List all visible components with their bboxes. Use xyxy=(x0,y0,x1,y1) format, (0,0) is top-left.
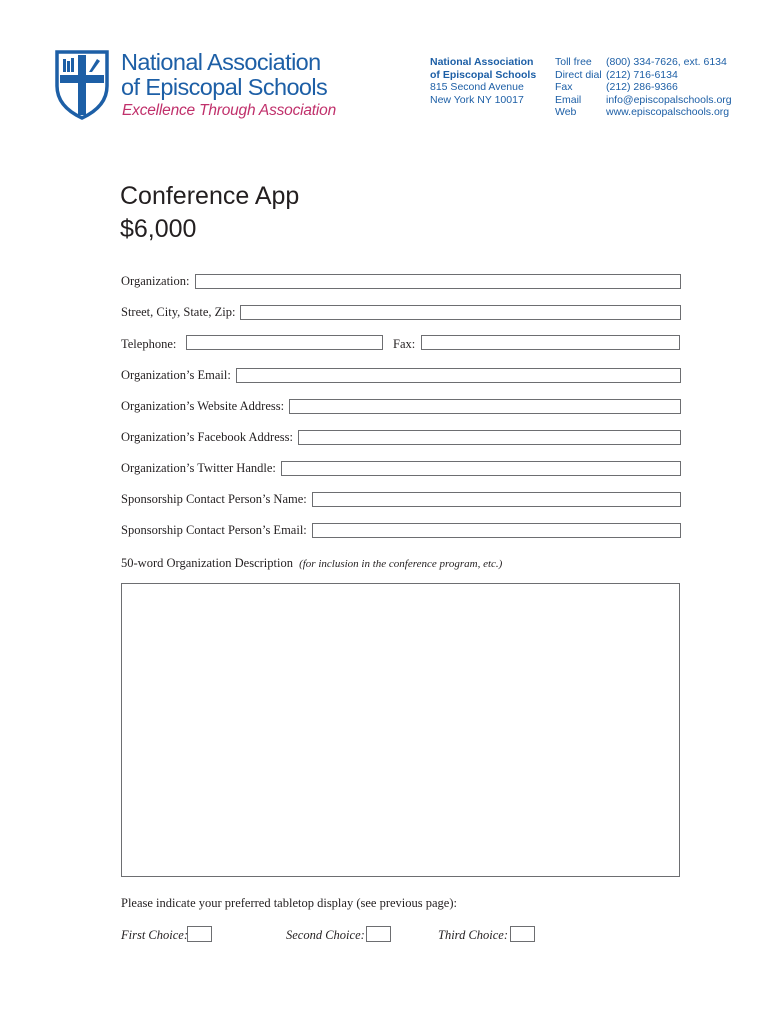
organization-input[interactable] xyxy=(195,274,682,289)
first-choice-label: First Choice: xyxy=(121,928,189,942)
org-name-line1: National Association xyxy=(121,49,321,75)
contact-label: Fax xyxy=(555,81,573,93)
address-name2: of Episcopal Schools xyxy=(430,68,537,81)
description-label: 50-word Organization Description xyxy=(121,556,293,570)
address-city: New York NY 10017 xyxy=(430,93,524,106)
email-row xyxy=(121,366,681,384)
description-label-row xyxy=(121,556,502,571)
organization-label: Organization: xyxy=(121,273,190,288)
fax-label: Fax: xyxy=(393,337,416,351)
second-choice-label: Second Choice: xyxy=(286,928,365,942)
website-label: Organization’s Website Address: xyxy=(121,398,285,413)
contact-label: Toll free xyxy=(555,56,592,68)
website-row xyxy=(121,397,681,415)
facebook-row xyxy=(121,428,681,446)
contact-name-label: Sponsorship Contact Person’s Name: xyxy=(121,491,307,506)
contact-email-row xyxy=(121,521,681,539)
facebook-input[interactable] xyxy=(298,430,681,445)
telephone-input[interactable] xyxy=(186,335,383,350)
email-input[interactable] xyxy=(236,368,681,383)
organization-name xyxy=(121,50,327,100)
twitter-input[interactable] xyxy=(281,461,681,476)
description-note: (for inclusion in the conference program, etc.) xyxy=(299,558,503,570)
mailing-address xyxy=(430,56,536,106)
organization-row xyxy=(121,272,681,290)
address-street: 815 Second Avenue xyxy=(430,81,524,93)
title-line1: Conference App xyxy=(120,182,300,210)
contact-name-row xyxy=(121,490,681,508)
third-choice-input[interactable] xyxy=(510,926,535,942)
fax-input[interactable] xyxy=(421,335,680,350)
first-choice-input[interactable] xyxy=(187,926,212,942)
contact-value: (212) 716-6134 xyxy=(606,68,678,81)
street-label: Street, City, State, Zip: xyxy=(121,304,236,319)
contact-email-label: Sponsorship Contact Person’s Email: xyxy=(121,522,307,537)
contact-value: info@episcopalschools.org xyxy=(606,93,732,106)
preference-label: Please indicate your preferred tabletop display (see previous page): xyxy=(121,896,457,910)
contact-label: Web xyxy=(555,106,577,118)
shield-logo-icon xyxy=(55,50,109,120)
facebook-label: Organization’s Facebook Address: xyxy=(121,429,293,444)
website-input[interactable] xyxy=(289,399,681,414)
telephone-label: Telephone: xyxy=(121,336,177,351)
street-input[interactable] xyxy=(240,305,681,320)
description-textarea[interactable] xyxy=(121,583,680,877)
contact-value: (800) 334-7626, ext. 6134 xyxy=(606,56,727,68)
contact-label: Direct dial xyxy=(555,68,602,81)
street-row xyxy=(121,303,681,321)
page-title xyxy=(120,180,299,246)
twitter-row xyxy=(121,459,681,477)
contact-email-input[interactable] xyxy=(312,523,681,538)
contact-value: www.episcopalschools.org xyxy=(606,106,730,118)
tagline: Excellence Through Association xyxy=(122,102,336,119)
contact-name-input[interactable] xyxy=(312,492,681,507)
address-name1: National Association xyxy=(430,56,534,68)
third-choice-label: Third Choice: xyxy=(438,928,509,942)
second-choice-input[interactable] xyxy=(366,926,391,942)
contact-info xyxy=(555,56,732,119)
twitter-label: Organization’s Twitter Handle: xyxy=(121,460,276,475)
email-label: Organization’s Email: xyxy=(121,367,231,382)
contact-value: (212) 286-9366 xyxy=(606,81,678,93)
contact-label: Email xyxy=(555,93,582,106)
org-name-line2: of Episcopal Schools xyxy=(121,74,328,100)
title-price: $6,000 xyxy=(120,215,197,243)
